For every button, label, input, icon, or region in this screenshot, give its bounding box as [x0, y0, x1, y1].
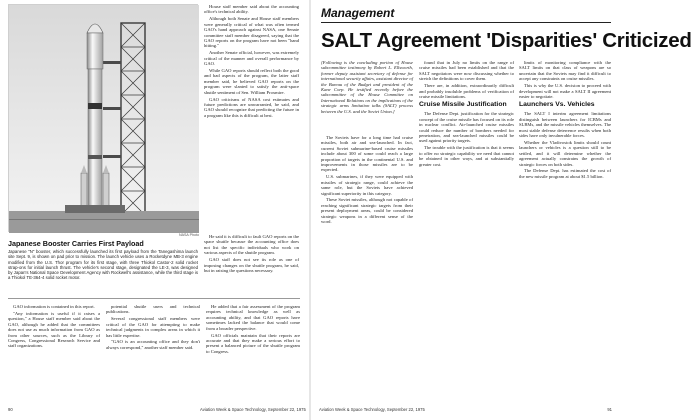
paragraph: He added that a fair assessment of the program requires technical knowledge as well as accounting ability, and that GAO reports have sometimes lacked the balance that would come from a broader perspective.: [206, 304, 300, 331]
paragraph: House staff member said about the accounting office's technical ability.: [204, 4, 299, 15]
divider: [8, 298, 300, 299]
paragraph: limits of monitoring compliance with the SALT limits on that class of weapons are so uncertain that the Soviets may find it difficult to accept any constraints on cruise missiles.: [519, 60, 611, 82]
left-page-bottom-column-2: [106, 304, 200, 404]
publication-footer: Aviation Week & Space Technology, September 22, 1975: [200, 407, 306, 412]
left-page-mid-column: [204, 234, 299, 292]
paragraph: Another Senate official, however, was extremely critical of the manner and overall performance by GAO.: [204, 50, 299, 67]
right-page: [311, 0, 692, 420]
article-column-1: [321, 135, 413, 400]
article-intro: [Following is the concluding portion of House subcommittee testimony by Robert L. Ellsworth, former deputy assistant secretary of defense for international security affairs, assistant director of the Bureau of the Budget and president of the Kane Corp. He testified recently before the subcommittee of the House Committee on International Relations on the implications of the strategic arms limitation talks (SALT) process between the U.S. and the Soviet Union.]: [321, 60, 413, 114]
section-rule: [321, 22, 611, 23]
rocket-on-pad-illustration: [9, 5, 199, 233]
left-page-top-column: [204, 4, 299, 230]
publication-footer: Aviation Week & Space Technology, September 22, 1975: [319, 407, 425, 412]
article-column-2: [419, 60, 514, 400]
paragraph: He said it is difficult to fault GAO reports on the space shuttle because the accounting office does not list the specific individuals who work on various aspects of the shuttle program.: [204, 234, 299, 256]
paragraph: potential shuttle users and technical publications.: [106, 304, 200, 315]
paragraph: "GAO is an accounting office and they don't always correspond," another staff member said.: [106, 339, 200, 350]
left-page-bottom-column-1: [8, 304, 100, 404]
paragraph: U.S. submarines, if they were equipped with missiles of strategic range, could achieve the same role, but the Soviets have achieved significant superiority in this category.: [321, 174, 413, 196]
page-number: 91: [607, 407, 612, 412]
subhead-launchers: Launchers Vs. Vehicles: [519, 101, 595, 109]
paragraph: GAO information is contained in this report.: [13, 304, 95, 309]
photo-credit: NASA Photo: [179, 233, 199, 237]
article-title: SALT Agreement 'Disparities' Criticized: [321, 29, 692, 52]
paragraph: The Defense Dept. has estimated the cost of the new missile program at about $1.5 billion.: [519, 168, 611, 179]
photo-headline: Japanese Booster Carries First Payload: [8, 239, 144, 248]
paragraph: This is why the U.S. decision to proceed with development will not make a SALT II agreement easier to negotiate.: [519, 83, 611, 99]
paragraph: While GAO reports should reflect both the good and bad aspects of the program, the latter staff member said, he believed GAO reports on the program were slanted to satisfy the anti-space shuttle sentiment of Sen. William Proxmire.: [204, 67, 299, 95]
paragraph: The trouble with the justification is that it seems to offer no strategic capability we need that cannot be obtained in other ways, and at substantially greater cost.: [419, 145, 514, 167]
paragraph: The Soviets have for a long time had cruise missiles, both air and sea-launched. In fact, current Soviet submarine-based cruise missiles include about 300 of some could reach a large proportion of targets in the continental U.S. and improvements in those missiles are to be expected.: [321, 135, 413, 173]
subhead-cruise-missile: Cruise Missile Justification: [419, 101, 507, 109]
rocket-launch-photo: [8, 4, 198, 232]
paragraph: GAO criticisms of NASA cost estimates and future predictions are unwarranted, he said, and GAO should recognize that predicting the future in a program like this is difficult at best.: [204, 96, 299, 118]
paragraph: "Any information is useful if it raises a question," a House staff member said about the GAO, although he added that the committees does not use as much information from GAO as from other sources, such as the Library of Congress, Congressional Research Service and staff organizations.: [8, 310, 100, 349]
paragraph: There are, in addition, extraordinarily difficult and probably insoluble problems of verification of cruise missile limitations.: [419, 83, 514, 99]
photo-caption: Japanese "N" booster, which successfully launched its first payload from the Tanegashima launch site Sept. 9, is shown on pad prior to mission. The launch vehicle uses a Rocketdyne MB-3 engine modified from the U.S. Thor program for its first stage, with three Thiokol Castor-2 solid rocket strap-ons for initial launch thrust. The vehicle's second stage, designated the LE-3, was designed by Japan's National Space Development Agency with Rockwell's assistance, while the third stage is a Thiokol TE-364-4 solid rocket motor.: [8, 249, 198, 281]
paragraph: GAO staff does not see its role as one of imposing changes on the shuttle program, he said, but in raising the questions necessary.: [204, 257, 299, 273]
paragraph: Although both Senate and House staff members were generally critical of what was often termed GAO's hand approach against NASA, one Senate committee staff member disagreed, saying that the GAO reports on the program have not been "hand hitting.": [204, 16, 299, 49]
page-number: 90: [8, 407, 13, 412]
paragraph: Several congressional staff members were critical of the GAO for attempting to make technical judgments in complex areas in which it has little expertise.: [106, 316, 200, 338]
section-label: Management: [321, 6, 395, 20]
paragraph: Whether the Vladivostok limits should count launchers or vehicles is a question still to be settled, and it will determine whether the agreement actually constrains the growth of strategic forces on both sides.: [519, 139, 611, 167]
paragraph: found that in July no limits on the range of cruise missiles had been established and that the SALT negotiators were now discussing whether to stretch the definitions to cover them.: [419, 60, 514, 82]
left-page: [0, 0, 309, 420]
article-column-3: [519, 60, 611, 400]
left-page-bottom-column-3: [206, 304, 300, 404]
paragraph: The SALT I interim agreement limitations distinguish between launchers for ICBMs and SLBMs, and the missile vehicles themselves. The most stable defense deterrence results when both sides have only invulnerable forces.: [519, 111, 611, 138]
paragraph: The Defense Dept. justification for the strategic concept of the cruise missile has focused on its role in nuclear conflict. Air-launched cruise missiles could reduce the number of bombers needed for penetration, and sea-launched missiles could be used against priority targets.: [419, 111, 514, 144]
paragraph: GAO officials maintain that their reports are accurate and that they make a serious effort to present a balanced picture of the shuttle program to Congress.: [206, 332, 300, 354]
paragraph: These Soviet missiles, although not capable of reaching significant strategic targets from their present deployment areas, could be considered strategic weapons in a different sense of the word.: [321, 197, 413, 225]
